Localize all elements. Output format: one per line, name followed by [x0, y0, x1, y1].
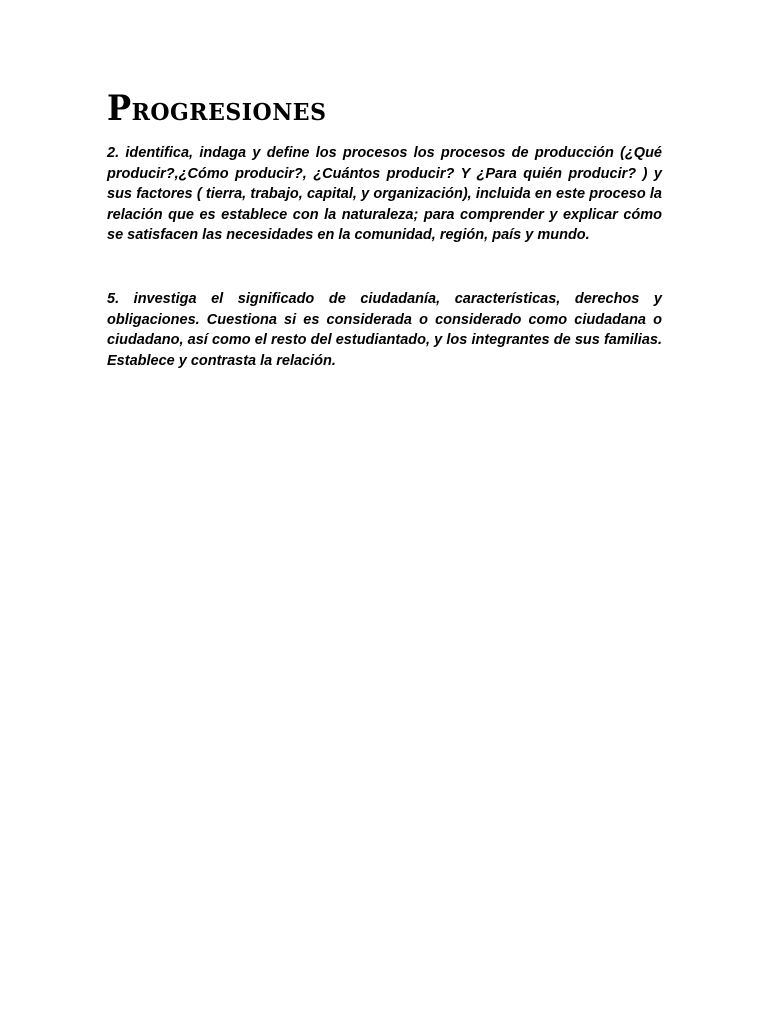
- paragraph-progression-2: 2. identifica, indaga y define los procesos los procesos de producción (¿Qué producir?,¿Cómo producir?, ¿Cuántos producir? Y ¿Para quién producir? ) y sus factores ( tierra, trabajo, capital, y organización), incluida en este proceso la relación que es establece con la naturaleza; para comprender y explicar cómo se satisfacen las necesidades en la comunidad, región, país y mundo.: [107, 145, 662, 243]
- page-title: Progresiones: [107, 87, 327, 129]
- paragraph-progression-5: 5. investiga el significado de ciudadanía, características, derechos y obligaciones. Cuestiona si es considerada o considerado como ciudadana o ciudadano, así como el resto del estudiantado, y los integrantes de sus familias. Establece y contrasta la relación.: [107, 291, 662, 369]
